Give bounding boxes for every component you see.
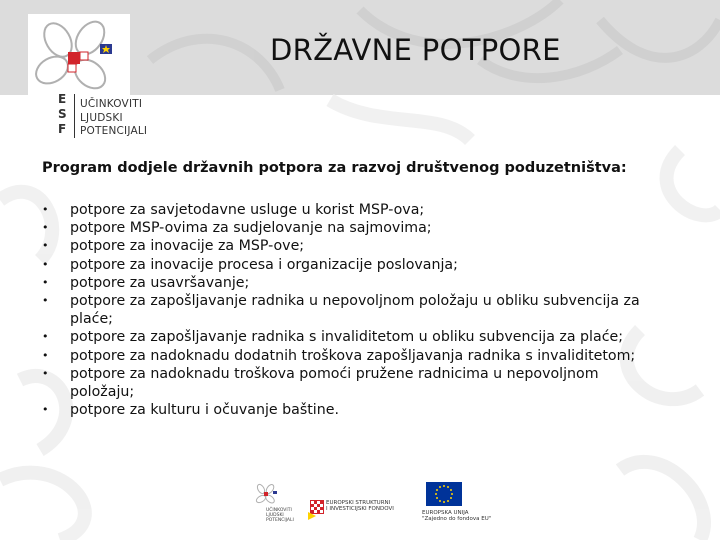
- list-item-text: potpore za kulturu i očuvanje baštine.: [70, 402, 339, 419]
- footer-esf-text: [266, 508, 294, 523]
- structural-funds-logo: [308, 496, 408, 522]
- list-item: [42, 201, 672, 219]
- bullet-icon: •: [42, 348, 49, 362]
- footer-esf-line-2: LJUDSKI: [266, 513, 284, 518]
- list-item: [42, 347, 672, 365]
- bullet-icon: •: [42, 221, 49, 235]
- eu-text: [422, 510, 491, 522]
- esf-logo: [28, 14, 148, 154]
- list-item: [42, 237, 672, 255]
- eu-line-1: EUROPSKA UNIJA: [422, 510, 469, 516]
- list-item-text: potpore za nadoknadu dodatnih troškova zapošljavanja radnika s invaliditetom;: [70, 347, 636, 364]
- eu-logo: [422, 482, 492, 528]
- structural-funds-line-1: EUROPSKI STRUKTURNI: [326, 500, 391, 506]
- list-item-text-cont: položaju;: [70, 384, 135, 401]
- page-title: DRŽAVNE POTPORE: [270, 33, 561, 67]
- list-item-text: potpore za savjetodavne usluge u korist MSP-ova;: [70, 202, 425, 218]
- list-item: [42, 219, 672, 237]
- list-item: [42, 256, 672, 274]
- small-flower-logo-icon: [254, 482, 278, 508]
- bullet-icon: •: [42, 257, 49, 271]
- list-item-text: potpore za nadoknadu troškova pomoći pružene radnicima u nepovoljnom: [70, 365, 599, 382]
- logo-letter-f: F: [58, 122, 67, 136]
- bullet-icon: •: [42, 330, 49, 344]
- eu-flag-icon: [426, 482, 462, 506]
- footer-esf-line-3: POTENCIJALI: [266, 518, 294, 523]
- list-item: [42, 292, 672, 328]
- yellow-arrow-icon: [308, 512, 316, 520]
- structural-funds-line-2: I INVESTICIJSKI FONDOVI: [326, 506, 394, 512]
- bullet-icon: •: [42, 275, 49, 289]
- structural-funds-text: [326, 500, 394, 512]
- logo-line-2: LJUDSKI: [80, 111, 123, 124]
- footer-logos: [250, 478, 490, 530]
- list-item-text-cont: plaće;: [70, 311, 113, 328]
- footer-esf-logo: [254, 482, 294, 528]
- bullet-icon: •: [42, 366, 49, 380]
- logo-letter-s: S: [58, 107, 67, 121]
- bullet-icon: •: [42, 203, 49, 216]
- flower-logo-icon: [28, 14, 130, 104]
- logo-line-3: POTENCIJALI: [80, 125, 148, 137]
- list-item: [42, 274, 672, 292]
- logo-divider: [74, 94, 75, 138]
- logo-letters: [58, 92, 67, 137]
- list-item-text: potpore za inovacije za MSP-ove;: [70, 238, 305, 255]
- list-item-text: potpore za usavršavanje;: [70, 274, 250, 291]
- list-item-text: potpore za zapošljavanje radnika u nepovoljnom položaju u obliku subvencija za: [70, 293, 640, 310]
- list-item: [42, 328, 672, 346]
- logo-text: [80, 98, 147, 139]
- bullet-list: [42, 201, 672, 419]
- bullet-icon: •: [42, 239, 49, 253]
- list-item-text: potpore MSP-ovima za sudjelovanje na sajmovima;: [70, 220, 432, 237]
- eu-line-2: "Zajedno do fondova EU": [422, 516, 492, 522]
- footer-esf-line-1: UČINKOVITI: [266, 508, 292, 513]
- list-item: [42, 365, 672, 401]
- list-item: [42, 401, 672, 419]
- logo-line-1: UČINKOVITI: [80, 98, 143, 110]
- list-item-text: potpore za inovacije procesa i organizacije poslovanja;: [70, 256, 458, 273]
- program-subtitle: Program dodjele državnih potpora za razvoj društvenog poduzetništva:: [42, 160, 627, 176]
- logo-letter-e: E: [58, 92, 67, 106]
- list-item-text: potpore za zapošljavanje radnika s invaliditetom u obliku subvencija za plaće;: [70, 329, 624, 346]
- bullet-icon: •: [42, 403, 49, 417]
- bullet-icon: •: [42, 294, 49, 308]
